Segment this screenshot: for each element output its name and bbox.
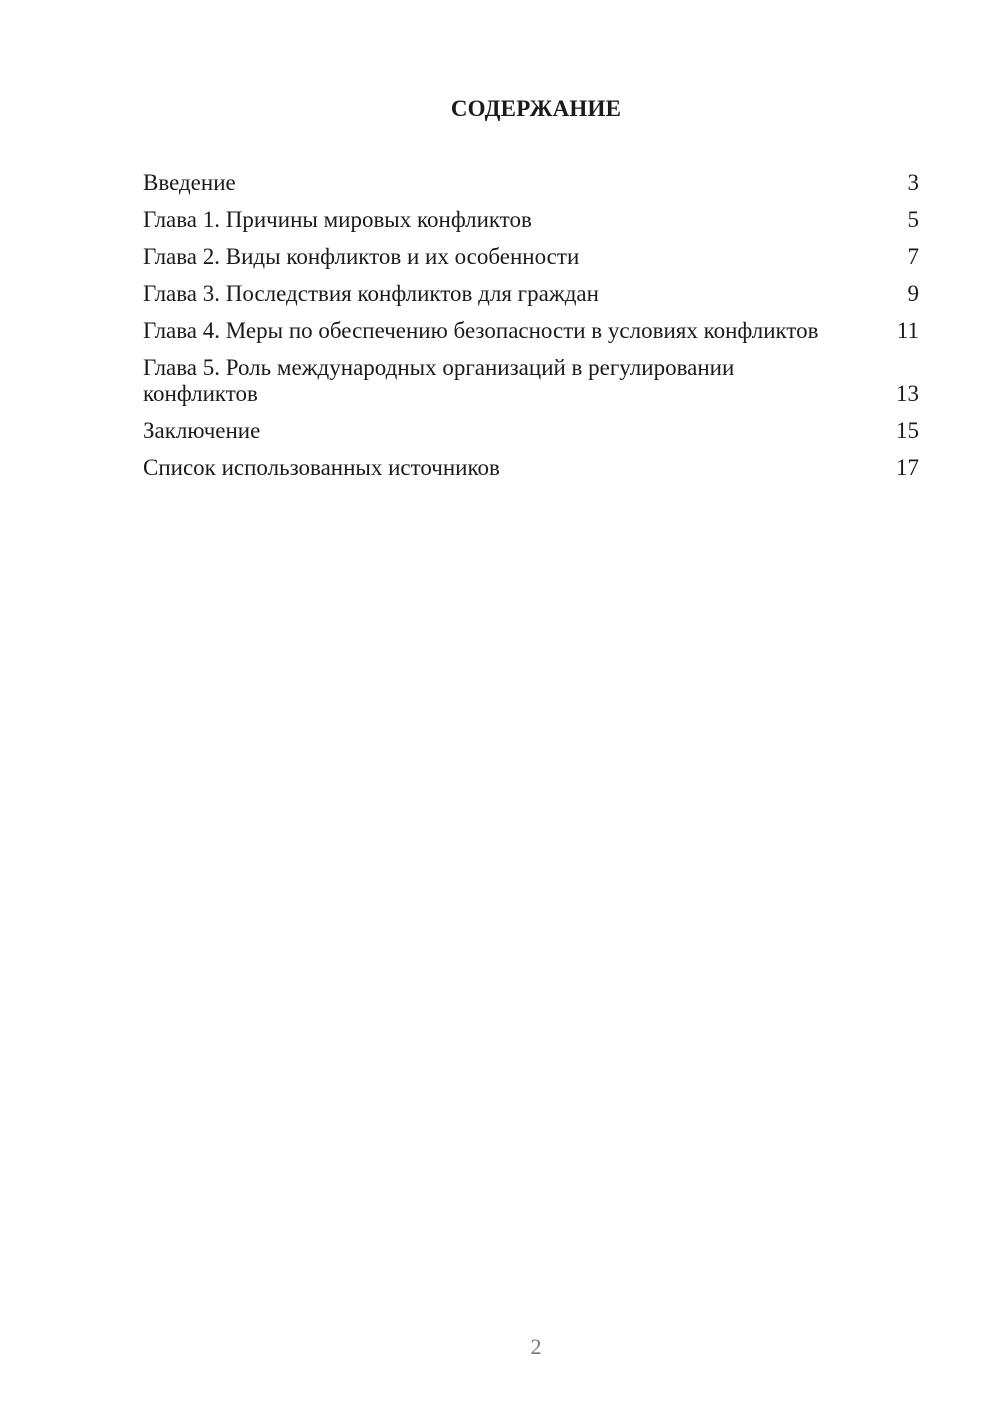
footer-page-number: 2 bbox=[530, 1334, 542, 1359]
toc-entry-page-number: 15 bbox=[896, 418, 919, 443]
toc-entry-chapter-3 bbox=[143, 281, 919, 307]
toc-entry-page-number: 7 bbox=[907, 244, 919, 269]
toc-entry-text: Глава 3. Последствия конфликтов для граждан bbox=[143, 281, 599, 306]
toc-entry-introduction bbox=[143, 170, 919, 196]
toc-entry-text: Глава 2. Виды конфликтов и их особенности bbox=[143, 244, 580, 269]
table-of-contents bbox=[143, 170, 919, 492]
toc-entry-text: Глава 1. Причины мировых конфликтов bbox=[143, 207, 532, 232]
toc-entry-page-number: 11 bbox=[896, 318, 919, 343]
toc-entry-chapter-1 bbox=[143, 207, 919, 233]
toc-entry-conclusion bbox=[143, 418, 919, 444]
page-title: СОДЕРЖАНИЕ bbox=[450, 96, 622, 121]
toc-entry-text: Введение bbox=[143, 170, 236, 195]
toc-entry-chapter-5 bbox=[143, 355, 919, 407]
toc-entry-text: Список использованных источников bbox=[143, 455, 500, 480]
toc-entry-page-number: 13 bbox=[896, 381, 919, 406]
toc-entry-references bbox=[143, 455, 919, 481]
toc-entry-text: Глава 4. Меры по обеспечению безопасности в условиях конфликтов bbox=[143, 318, 819, 343]
toc-entry-page-number: 9 bbox=[907, 281, 919, 306]
toc-entry-text: Заключение bbox=[143, 418, 261, 443]
toc-entry-page-number: 3 bbox=[907, 170, 919, 195]
toc-entry-page-number: 5 bbox=[907, 207, 919, 232]
toc-entry-page-number: 17 bbox=[896, 455, 919, 480]
toc-entry-chapter-4 bbox=[143, 318, 919, 344]
toc-entry-text: Глава 5. Роль международных организаций в регулировании конфликтов bbox=[143, 355, 735, 406]
toc-entry-chapter-2 bbox=[143, 244, 919, 270]
